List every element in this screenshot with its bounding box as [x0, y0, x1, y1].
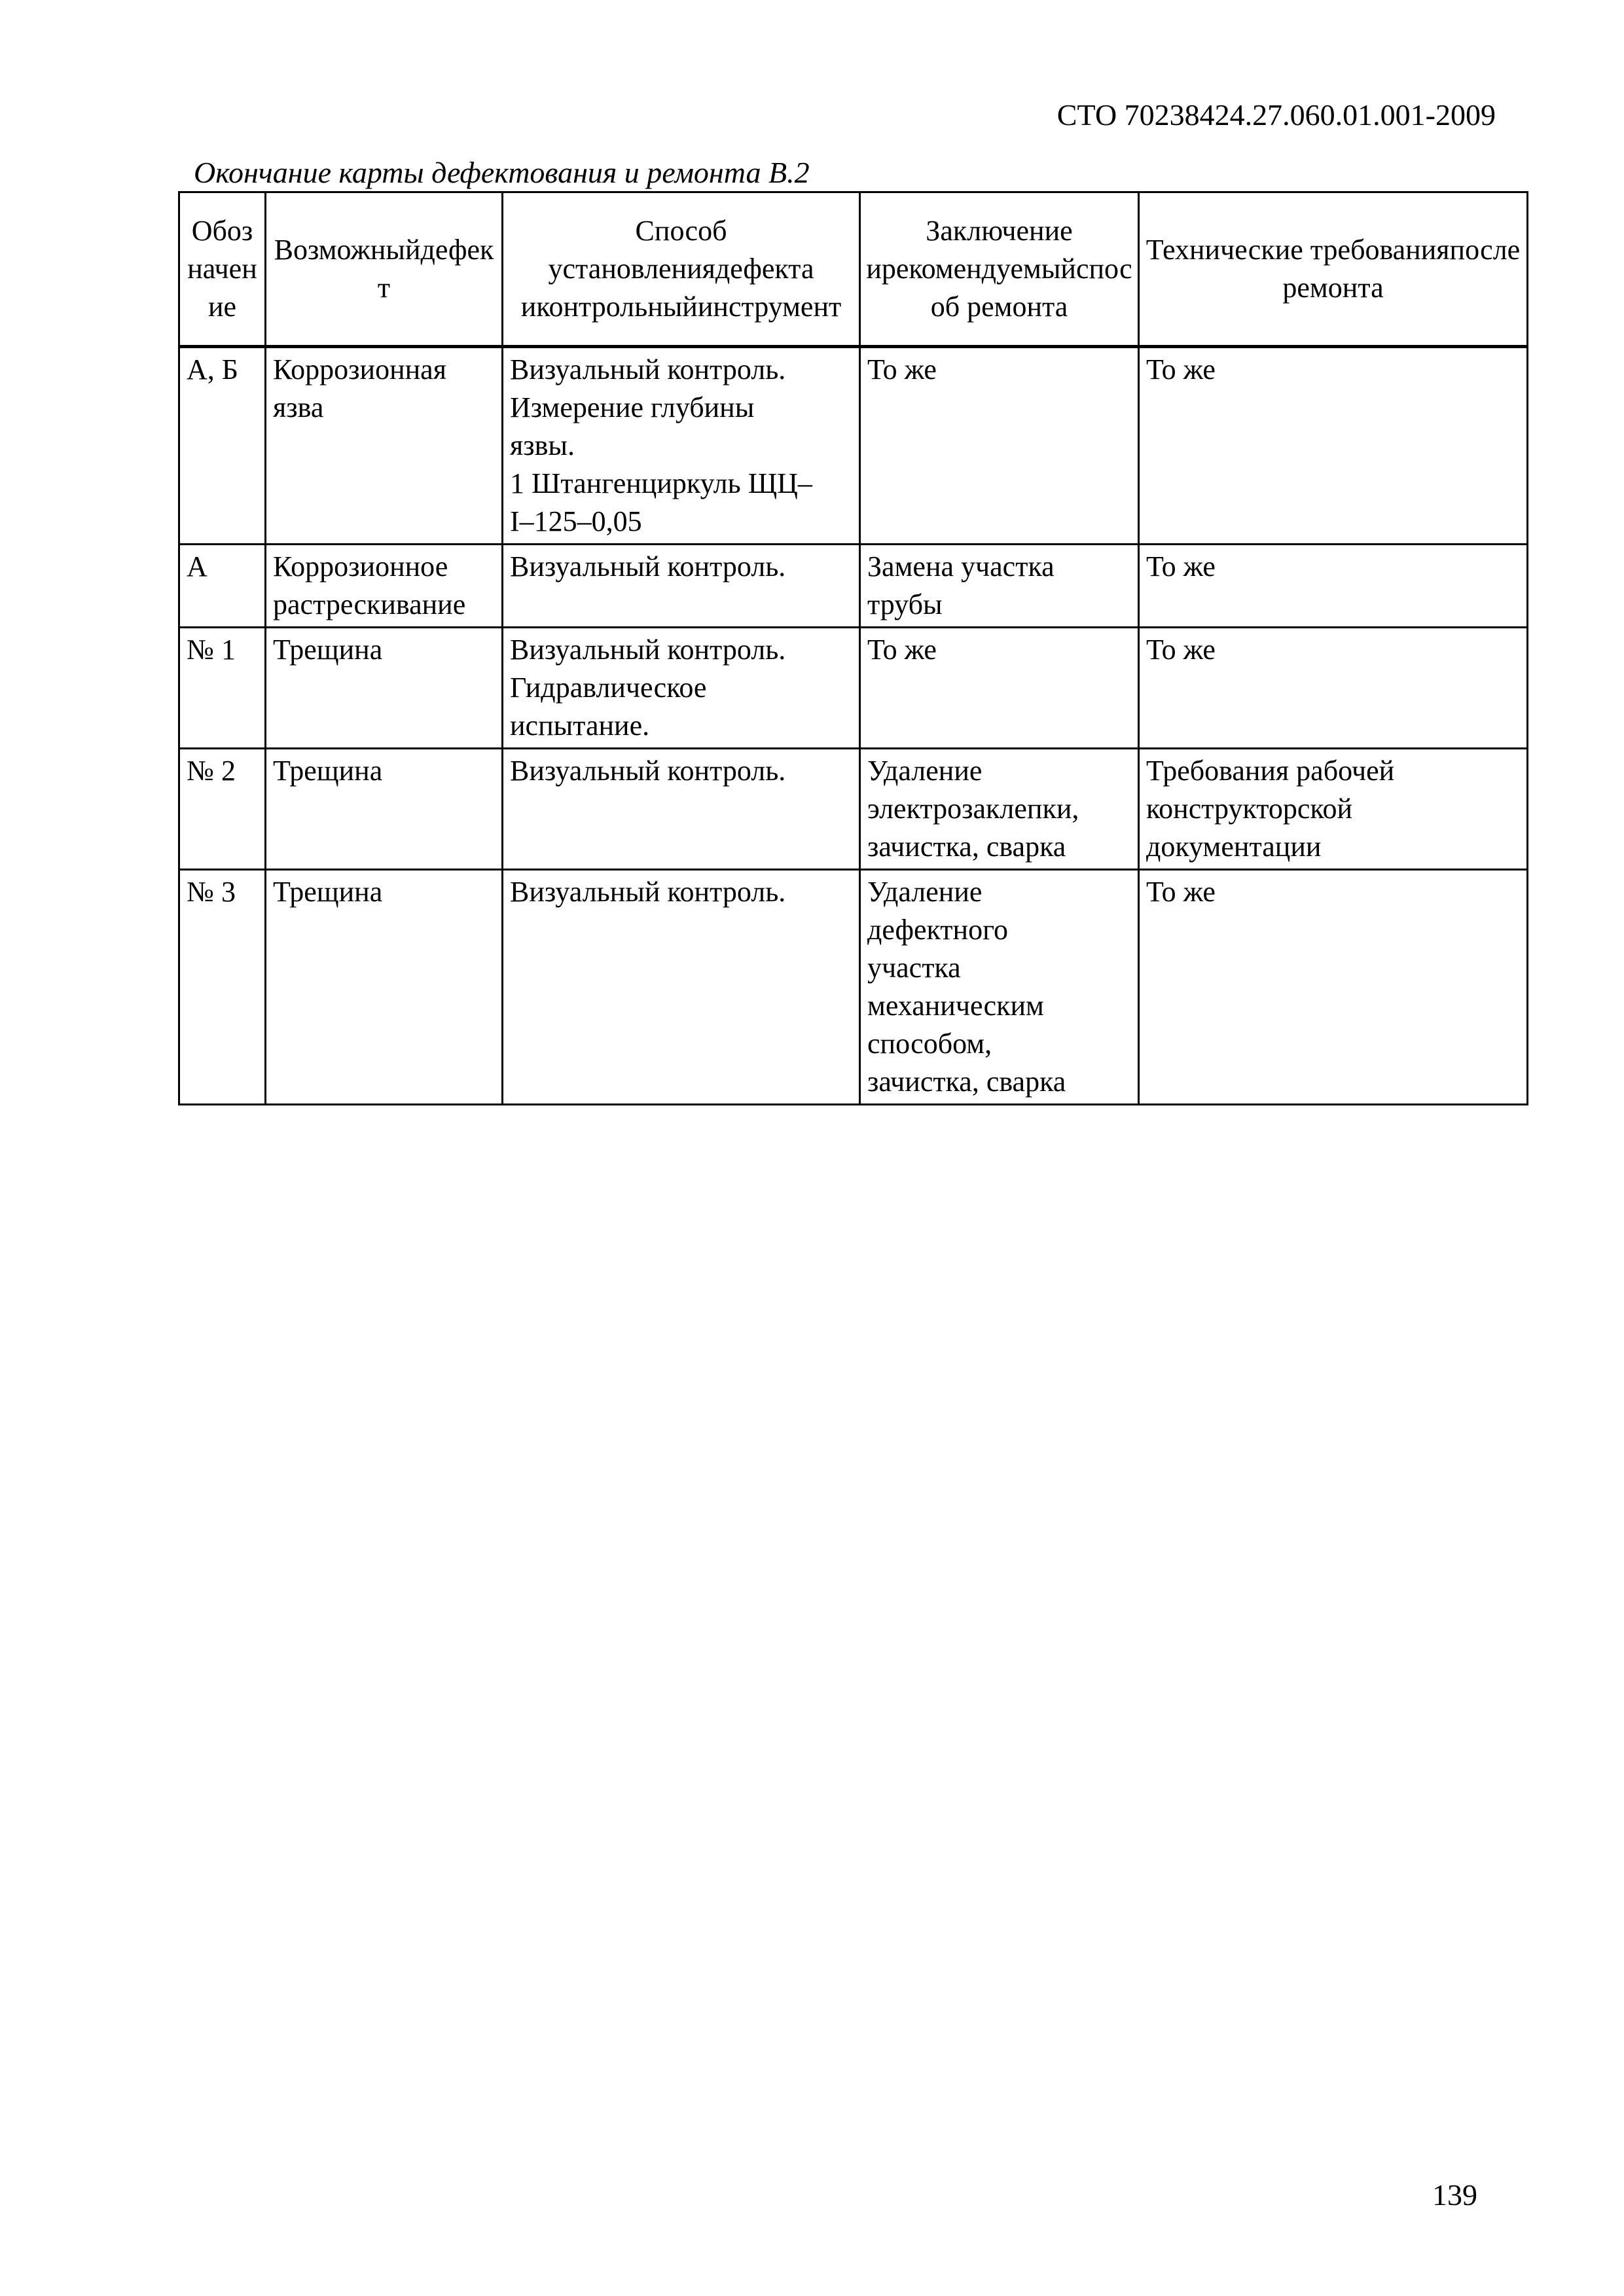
cell-requirements: Требования рабочей конструкторской документации [1139, 749, 1528, 870]
cell-method: Визуальный контроль. [503, 870, 860, 1105]
cell-conclusion: Удаление дефектного участка механическим способом, зачистка, сварка [860, 870, 1139, 1105]
cell-method: Визуальный контроль. [503, 749, 860, 870]
table-row [179, 545, 1528, 628]
table-row [179, 347, 1528, 545]
cell-requirements: То же [1139, 870, 1528, 1105]
cell-defect: Трещина [266, 749, 503, 870]
cell-defect: Коррозионное растрескивание [266, 545, 503, 628]
table-header [179, 192, 1528, 347]
cell-requirements: То же [1139, 347, 1528, 545]
cell-designation: А [179, 545, 266, 628]
cell-designation: № 2 [179, 749, 266, 870]
cell-designation: № 1 [179, 628, 266, 749]
document-code: СТО 70238424.27.060.01.001-2009 [1056, 98, 1496, 132]
cell-conclusion: Удаление электрозаклепки, зачистка, сварка [860, 749, 1139, 870]
cell-method: Визуальный контроль. Измерение глубины язвы. 1 Штангенциркуль ЩЦ– I–125–0,05 [503, 347, 860, 545]
cell-defect: Трещина [266, 628, 503, 749]
cell-defect: Коррозионная язва [266, 347, 503, 545]
cell-defect: Трещина [266, 870, 503, 1105]
cell-requirements: То же [1139, 628, 1528, 749]
table-row [179, 749, 1528, 870]
table-row [179, 870, 1528, 1105]
cell-conclusion: Замена участка трубы [860, 545, 1139, 628]
table-row [179, 628, 1528, 749]
page-number: 139 [1432, 2178, 1477, 2212]
column-header-defect: Возможныйдефект [266, 192, 503, 347]
cell-designation: А, Б [179, 347, 266, 545]
defect-repair-table [178, 191, 1528, 1105]
table-body [179, 347, 1528, 1105]
cell-designation: № 3 [179, 870, 266, 1105]
cell-method: Визуальный контроль. [503, 545, 860, 628]
cell-method: Визуальный контроль. Гидравлическое испытание. [503, 628, 860, 749]
column-header-designation: Обозначение [179, 192, 266, 347]
column-header-method: Способ установлениядефекта иконтрольныйинструмент [503, 192, 860, 347]
table-caption: Окончание карты дефектования и ремонта В.2 [194, 156, 810, 189]
column-header-conclusion: Заключение ирекомендуемыйспособ ремонта [860, 192, 1139, 347]
column-header-requirements: Технические требованияпосле ремонта [1139, 192, 1528, 347]
cell-requirements: То же [1139, 545, 1528, 628]
cell-conclusion: То же [860, 628, 1139, 749]
cell-conclusion: То же [860, 347, 1139, 545]
